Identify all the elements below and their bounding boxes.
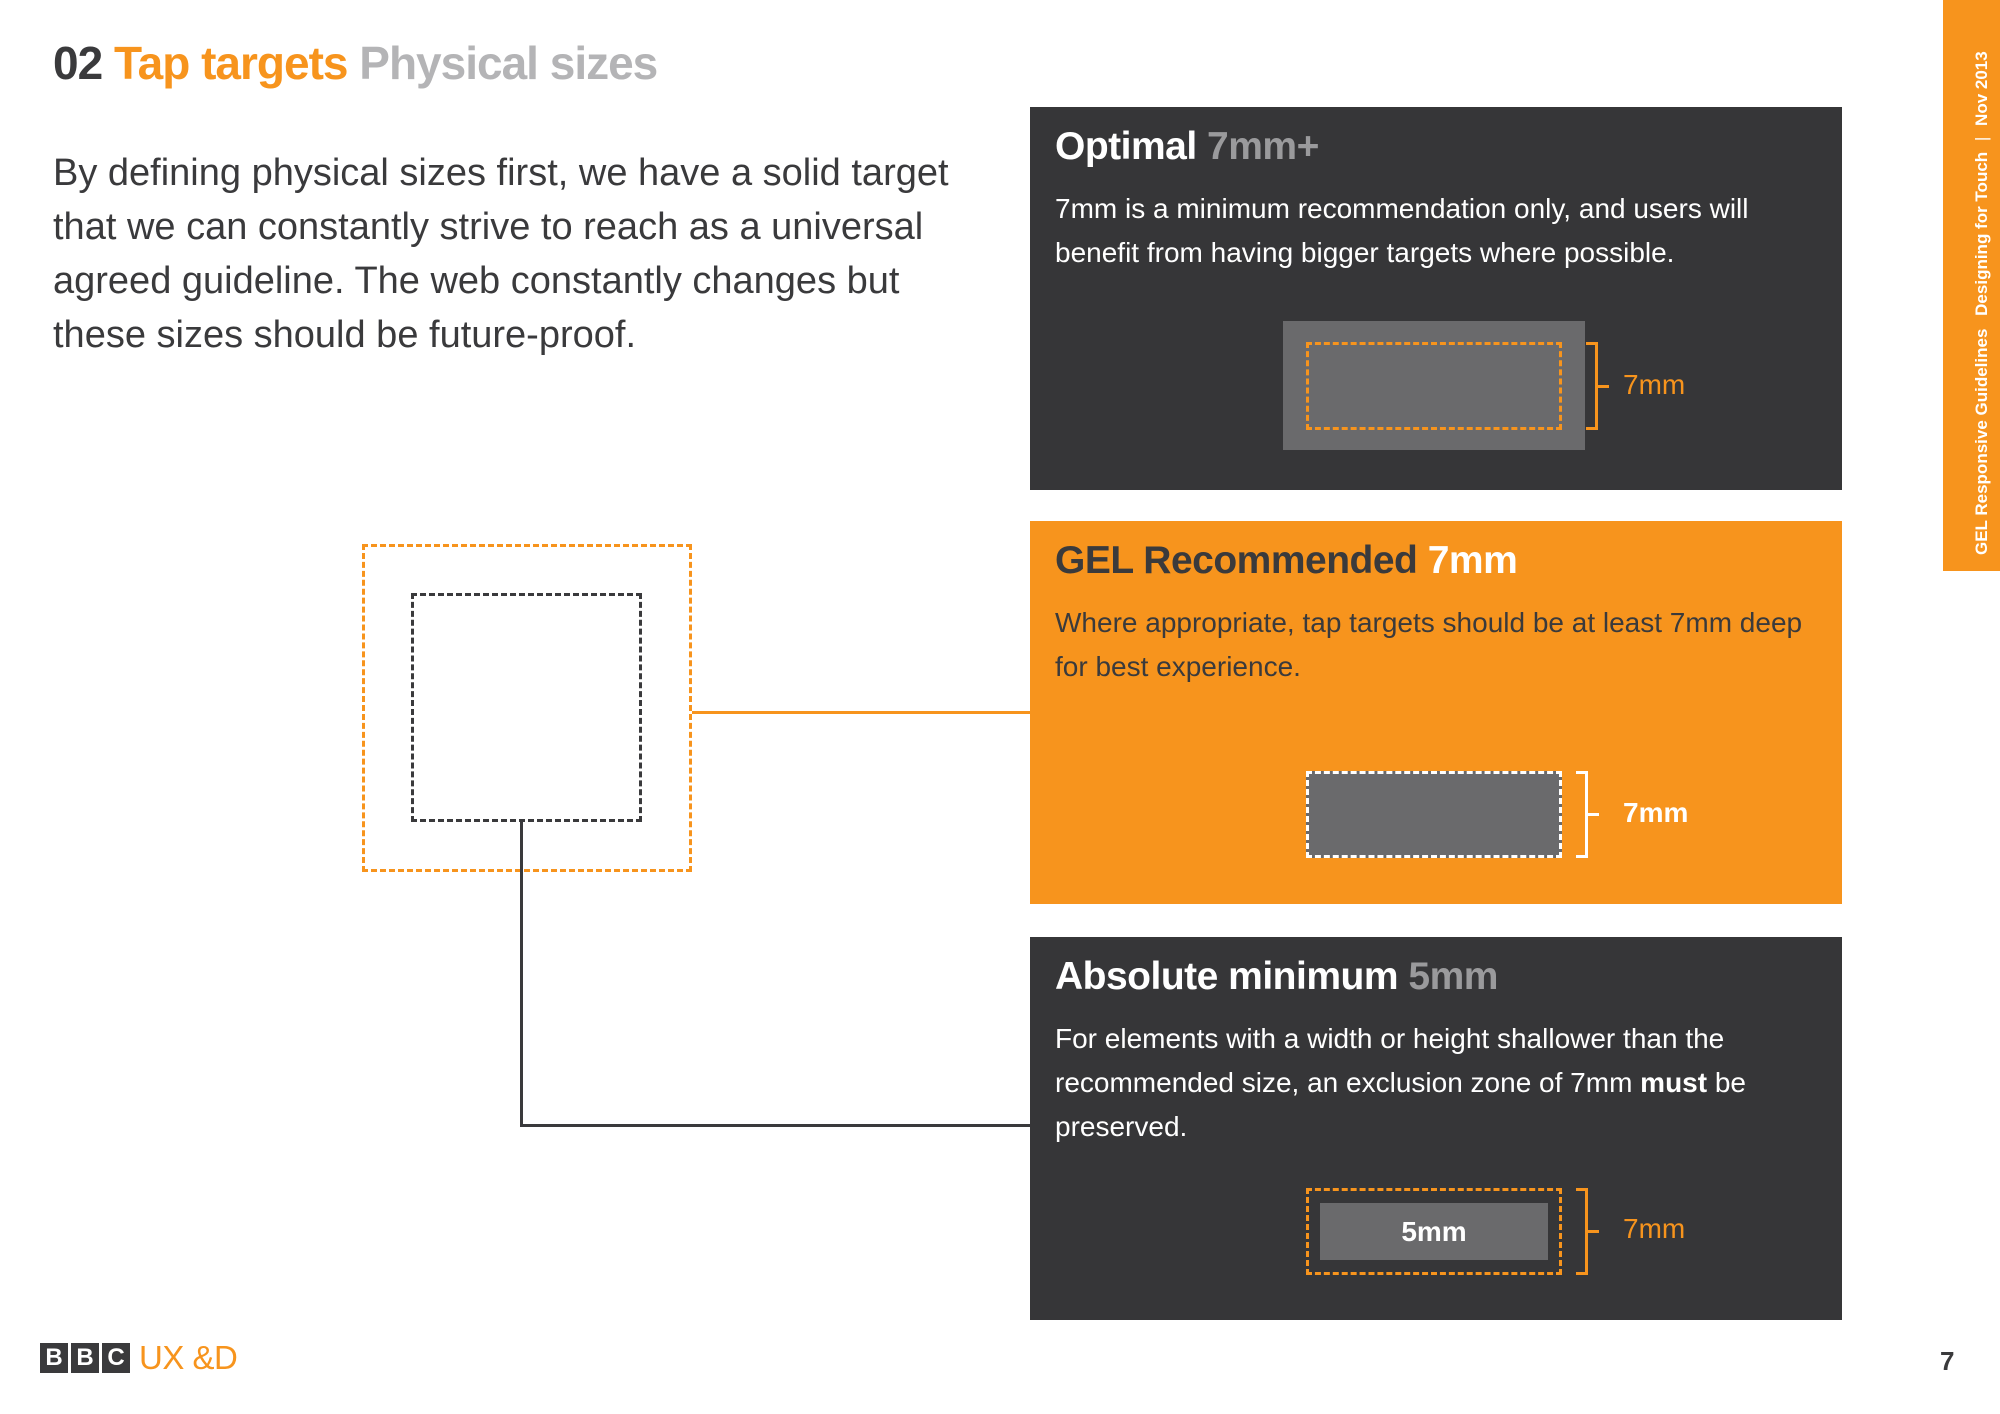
intro-paragraph: By defining physical sizes first, we have a solid target that we can constantly strive to reach as a universal agreed guideline. The web constantly changes but these sizes should be future-proof. xyxy=(53,152,949,356)
optimal-target-zone xyxy=(1306,342,1562,430)
minimum-target-label: 5mm xyxy=(1401,1215,1467,1247)
logo-block-3: C xyxy=(102,1343,130,1373)
recommended-measure-tick xyxy=(1587,813,1599,816)
logo-block-1: B xyxy=(40,1343,68,1373)
bbc-logo xyxy=(40,1339,238,1376)
section-title: Tap targets xyxy=(113,37,348,89)
panel-optimal-body: 7mm is a minimum recommendation only, and users will benefit from having bigger targets where possible. xyxy=(1055,193,1749,268)
optimal-measure-tick xyxy=(1597,385,1609,388)
minimum-target-box xyxy=(1320,1203,1548,1260)
recommended-measure-label: 7mm xyxy=(1623,797,1689,828)
section-subtitle: Physical sizes xyxy=(359,37,658,89)
panel-optimal-size: 7mm+ xyxy=(1207,125,1319,168)
logo-block-2: B xyxy=(71,1343,99,1373)
panel-minimum-heading xyxy=(1055,955,1498,999)
connector-dark-vertical xyxy=(520,821,523,1127)
recommended-target-zone xyxy=(1306,771,1562,858)
page-title xyxy=(53,36,657,90)
side-date: Nov 2013 xyxy=(1972,51,1991,126)
panel-optimal xyxy=(1030,107,1842,490)
side-doc-title: GEL Responsive Guidelines xyxy=(1972,328,1991,555)
section-number: 02 xyxy=(53,37,103,89)
panel-recommended-size: 7mm xyxy=(1427,539,1518,582)
panel-recommended-title: GEL Recommended xyxy=(1055,539,1418,582)
side-separator: | xyxy=(1972,136,1991,142)
optimal-measure-label: 7mm xyxy=(1623,369,1686,400)
panel-minimum-title: Absolute minimum xyxy=(1055,955,1399,998)
panel-minimum xyxy=(1030,937,1842,1320)
panel-minimum-size: 5mm xyxy=(1408,955,1498,998)
connector-orange xyxy=(692,711,1030,714)
panel-recommended-heading xyxy=(1055,539,1517,583)
page-number: 7 xyxy=(1940,1346,1955,1376)
panel-minimum-body-start: For elements with a width or height shallower than the recommended size, an exclusion zone of 7mm xyxy=(1055,1023,1725,1098)
panel-recommended-body: Where appropriate, tap targets should be at least 7mm deep for best experience. xyxy=(1055,607,1803,682)
side-tab-text xyxy=(1972,51,1992,555)
minimum-measure-label: 7mm xyxy=(1623,1213,1686,1244)
panel-minimum-body-emphasis: must xyxy=(1640,1067,1708,1098)
connector-dark-horizontal xyxy=(520,1124,1030,1127)
panel-optimal-heading xyxy=(1055,125,1319,169)
minimum-measure-tick xyxy=(1587,1230,1599,1233)
logo-text: UX &D xyxy=(139,1339,238,1376)
inner-target-zone xyxy=(411,593,642,822)
panel-minimum-body xyxy=(1055,1017,1825,1149)
side-doc-subtitle: Designing for Touch xyxy=(1972,151,1991,316)
panel-recommended xyxy=(1030,521,1842,904)
panel-minimum-body-end: be preserved. xyxy=(1055,1067,1747,1142)
panel-optimal-title: Optimal xyxy=(1055,125,1197,168)
